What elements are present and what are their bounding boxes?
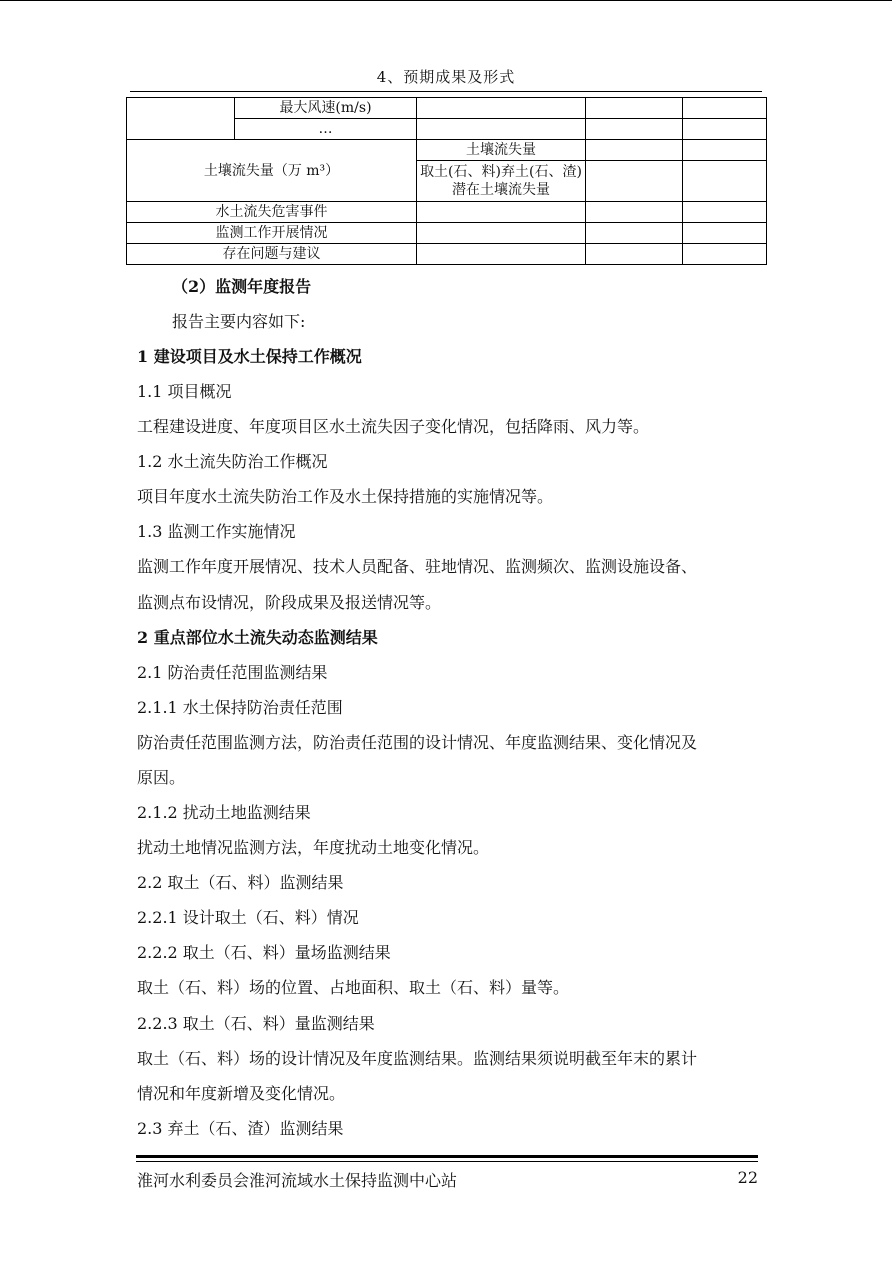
- heading-2-3: 2.3 弃土（石、渣）监测结果: [137, 1119, 344, 1138]
- section-heading-annual-report: （2）监测年度报告: [172, 277, 312, 296]
- table-cell-empty: [683, 202, 767, 223]
- hazard-cell: 水土流失危害事件: [127, 202, 417, 223]
- paragraph: 取土（石、料）场的位置、占地面积、取土（石、料）量等。: [137, 978, 570, 997]
- page-top-border: [0, 0, 892, 1]
- table-cell-empty: [683, 98, 767, 119]
- monitoring-table: [126, 97, 767, 265]
- table-cell-empty: [586, 98, 683, 119]
- paragraph: 扰动土地情况监测方法，年度扰动土地变化情况。: [137, 838, 490, 857]
- table-row: [127, 98, 767, 119]
- table-cell-empty: [683, 223, 767, 244]
- monitoring-work-cell: 监测工作开展情况: [127, 223, 417, 244]
- heading-2-2: 2.2 取土（石、料）监测结果: [137, 873, 344, 892]
- heading-2-2-2: 2.2.2 取土（石、料）量场监测结果: [137, 943, 391, 962]
- heading-2-1-2: 2.1.2 扰动土地监测结果: [137, 803, 311, 822]
- table-cell-empty: [683, 161, 767, 202]
- table-cell-empty: [586, 202, 683, 223]
- heading-1: 1 建设项目及水土保持工作概况: [137, 347, 362, 366]
- table-cell-empty: [417, 98, 586, 119]
- paragraph: 取土（石、料）场的设计情况及年度监测结果。监测结果须说明截至年末的累计: [137, 1049, 698, 1068]
- soil-loss-sub1-cell: 土壤流失量: [417, 140, 586, 161]
- page-header-title: 4、预期成果及形式: [376, 68, 516, 86]
- table-cell-empty: [586, 140, 683, 161]
- max-wind-cell: 最大风速(m/s): [235, 98, 417, 119]
- heading-2-2-1: 2.2.1 设计取土（石、料）情况: [137, 908, 359, 927]
- table-cell-empty: [417, 202, 586, 223]
- heading-2-1: 2.1 防治责任范围监测结果: [137, 663, 328, 682]
- table-row: [127, 140, 767, 161]
- paragraph: 情况和年度新增及变化情况。: [137, 1084, 346, 1103]
- table-cell-empty: [586, 223, 683, 244]
- table-cell-empty: [683, 244, 767, 265]
- table-cell-empty: [683, 119, 767, 140]
- paragraph: 原因。: [137, 768, 186, 787]
- table-cell-empty: [586, 161, 683, 202]
- table-row: [127, 244, 767, 265]
- heading-1-1: 1.1 项目概况: [137, 382, 232, 401]
- issues-cell: 存在问题与建议: [127, 244, 417, 265]
- table-cell-empty: [586, 119, 683, 140]
- footer-organization: 淮河水利委员会淮河流域水土保持监测中心站: [137, 1171, 458, 1190]
- intro-paragraph: 报告主要内容如下:: [172, 312, 306, 331]
- table-cell-empty: [417, 223, 586, 244]
- footer-rule-thick: [136, 1155, 758, 1158]
- table-row: [127, 223, 767, 244]
- soil-loss-label-cell: 土壤流失量（万 m³）: [127, 140, 417, 202]
- table-cell-empty: [417, 119, 586, 140]
- header-rule: [130, 91, 762, 92]
- page-number: 22: [737, 1168, 758, 1187]
- paragraph: 防治责任范围监测方法，防治责任范围的设计情况、年度监测结果、变化情况及: [137, 733, 698, 752]
- paragraph: 工程建设进度、年度项目区水土流失因子变化情况，包括降雨、风力等。: [137, 417, 650, 436]
- ellipsis-cell: …: [235, 119, 417, 140]
- heading-1-3: 1.3 监测工作实施情况: [137, 522, 296, 541]
- paragraph: 监测工作年度开展情况、技术人员配备、驻地情况、监测频次、监测设施设备、: [137, 557, 698, 576]
- heading-2-1-1: 2.1.1 水土保持防治责任范围: [137, 698, 343, 717]
- paragraph: 监测点布设情况，阶段成果及报送情况等。: [137, 593, 442, 612]
- soil-loss-sub2-cell: 取土(石、料)弃土(石、渣) 潜在土壤流失量: [417, 161, 586, 202]
- table-row: [127, 202, 767, 223]
- heading-1-2: 1.2 水土流失防治工作概况: [137, 452, 328, 471]
- table-cell-empty: [127, 98, 235, 140]
- paragraph: 项目年度水土流失防治工作及水土保持措施的实施情况等。: [137, 487, 554, 506]
- table-cell-empty: [586, 244, 683, 265]
- footer-rule-thin: [136, 1161, 758, 1162]
- table-cell-empty: [683, 140, 767, 161]
- heading-2-2-3: 2.2.3 取土（石、料）量监测结果: [137, 1014, 375, 1033]
- heading-2: 2 重点部位水土流失动态监测结果: [137, 628, 378, 647]
- table-cell-empty: [417, 244, 586, 265]
